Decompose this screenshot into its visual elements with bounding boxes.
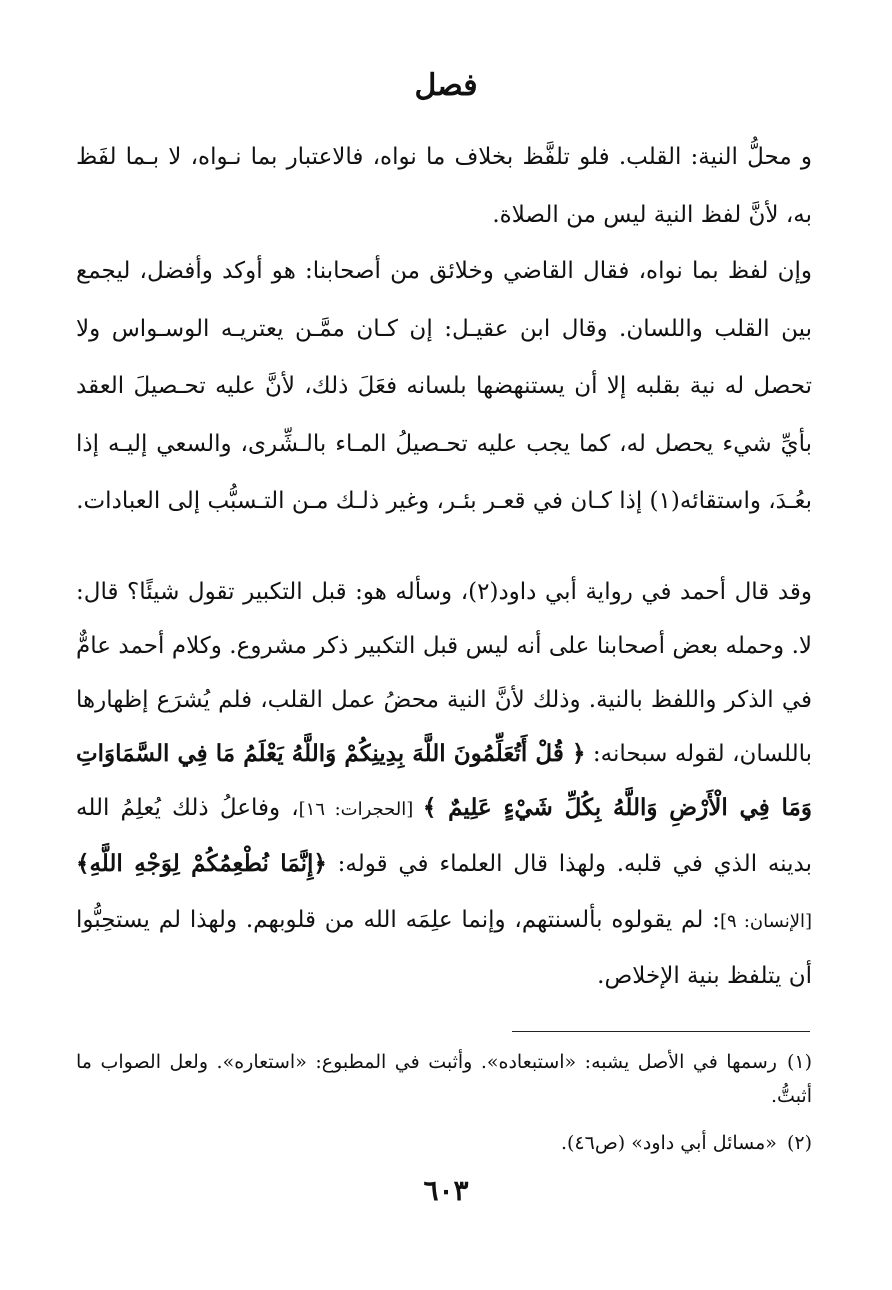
footnote-text: «مسائل أبي داود» (ص٤٦).: [560, 1132, 777, 1154]
section-title: فصل: [414, 68, 478, 103]
verse-citation: [الحجرات: ١٦]: [298, 799, 423, 820]
paragraph-text-segment: ، وفاعلُ ذلك يُعلِمُ الله بدينه الذي في قلبه. ولهذا قال العلماء في قوله:: [76, 795, 812, 877]
paragraph-text-segment: وقد قال أحمد في رواية أبي داود(٢)، وسأله هو: قبل التكبير تقول شيئًا؟ قال: لا. وحمله بعض أصحابنا على أنه ليس قبل التكبير ذكر مشروع. وكلام أحمد عامٌّ في الذكر واللفظ بالنية. وذلك لأنَّ النية محضُ عمل القلب، فلم يُشرَع إظهارها باللسان، لقوله سبحانه:: [76, 579, 813, 767]
page-number: ٦٠٣: [423, 1174, 469, 1207]
footnote-text: رسمها في الأصل يشبه: «استبعاده». وأثبت في المطبوع: «استعاره». ولعل الصواب ما أثبتُّ.: [76, 1051, 812, 1107]
paragraph-ahmad-narration: [76, 565, 812, 1003]
footnote-number: (١): [786, 1051, 812, 1073]
quran-verse: ﴿ قُلْ أَتُعَلِّمُونَ اللَّهَ بِدِينِكُمْ وَاللَّهُ يَعْلَمُ مَا فِي السَّمَاوَاتِ وَمَا فِي الْأَرْضِ وَاللَّهُ بِكُلِّ شَيْءٍ عَلِيمٌ ﴾: [76, 740, 812, 821]
footnote: [76, 1045, 812, 1113]
verse-citation: [الإنسان: ٩]: [719, 911, 812, 932]
quran-verse: ﴿إِنَّمَا نُطْعِمُكُمْ لِوَجْهِ اللَّهِ﴾: [76, 850, 327, 877]
footnote-separator: [512, 1031, 810, 1032]
paragraph-text-segment: : لم يقولوه بألسنتهم، وإنما علِمَه الله من قلوبهم. ولهذا لم يستحِبُّوا أن يتلفظ بنية الإخلاص.: [76, 907, 812, 989]
paragraph-spoken-intention: وإن لفظ بما نواه، فقال القاضي وخلائق من أصحابنا: هو أوكد وأفضل، ليجمع بين القلب واللسان. وقال ابن عقيـل: إن كـان ممَّـن يعتريـه الوسـواس ولا تحصل له نية بقلبه إلا أن يستنهضها بلسانه فعَلَ ذلك، لأنَّ عليه تحـصيلَ العقد بأيِّ شيء يحصل له، كما يجب عليه تحـصيلُ المـاء بالـشِّرى، والسعي إليـه إذا بعُـدَ، واستقائه(١) إذا كـان في قعـر بئـر، وغير ذلـك مـن التـسبُّب إلى العبادات.: [76, 258, 812, 514]
paragraph-intention-location: و محلُّ النية: القلب. فلو تلفَّظ بخلاف ما نواه، فالاعتبار بما نـواه، لا بـما لفَظ به، لأنَّ لفظ النية ليس من الصلاة.: [76, 144, 812, 228]
footnote: [76, 1126, 812, 1160]
footnote-number: (٢): [786, 1132, 812, 1154]
